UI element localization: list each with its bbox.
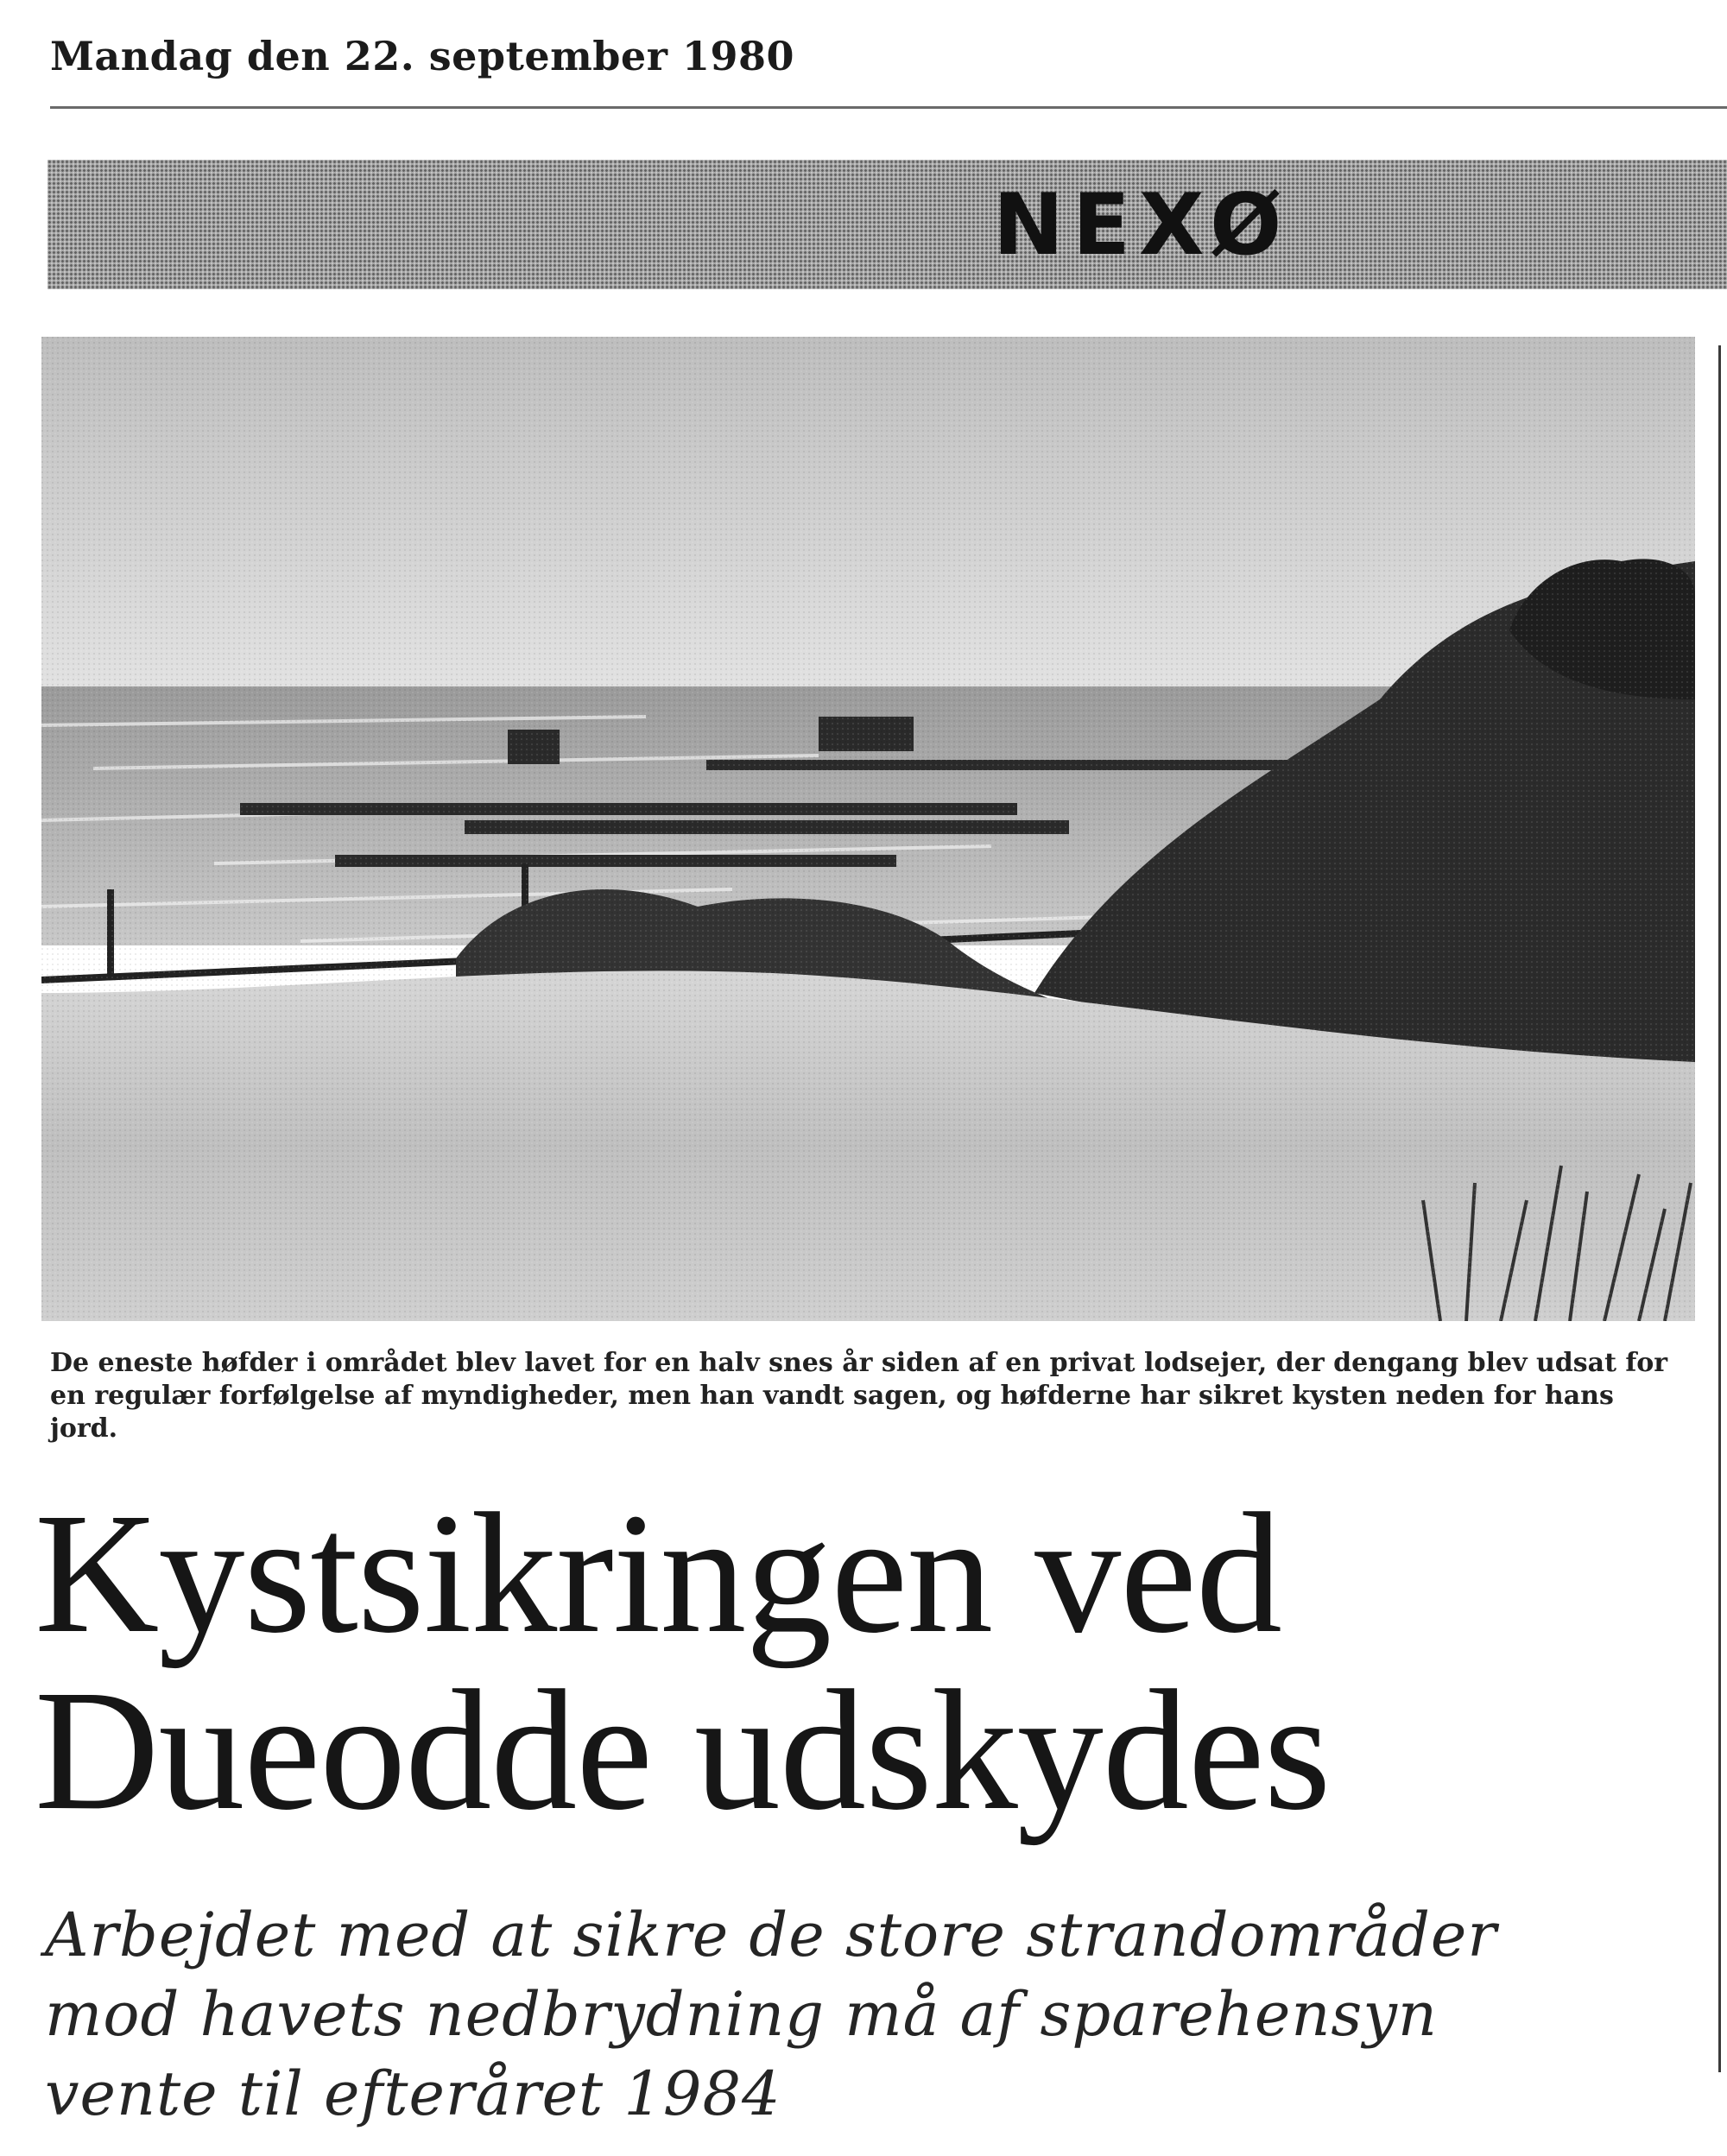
beach-photo xyxy=(41,337,1695,1321)
subheadline-line: mod havets nedbrydning må af sparehensyn xyxy=(45,1979,1438,2050)
section-name: NEXØ xyxy=(993,176,1291,275)
top-rule xyxy=(50,106,1727,109)
headline-line: Kystsikringen ved xyxy=(35,1478,1281,1669)
photo-caption: De eneste høfder i området blev lavet for en halv snes år siden af en privat lodsejer, der dengang blev udsat for en regulær forfølgelse af myndigheder, men han vandt sagen, og høfderne har sikret kysten neden for hans jord. xyxy=(50,1348,1668,1444)
dateline: Mandag den 22. september 1980 xyxy=(50,33,794,79)
column-rule xyxy=(1718,345,1721,2072)
photo-grain xyxy=(41,337,1695,1321)
headline-line: Dueodde udskydes xyxy=(35,1655,1331,1846)
headline xyxy=(35,1478,1710,1846)
subheadline xyxy=(45,1895,1686,2134)
subheadline-line: Arbejdet med at sikre de store strandområder xyxy=(45,1900,1497,1970)
section-band xyxy=(47,160,1727,289)
subheadline-line: vente til efteråret 1984 xyxy=(45,2058,781,2129)
